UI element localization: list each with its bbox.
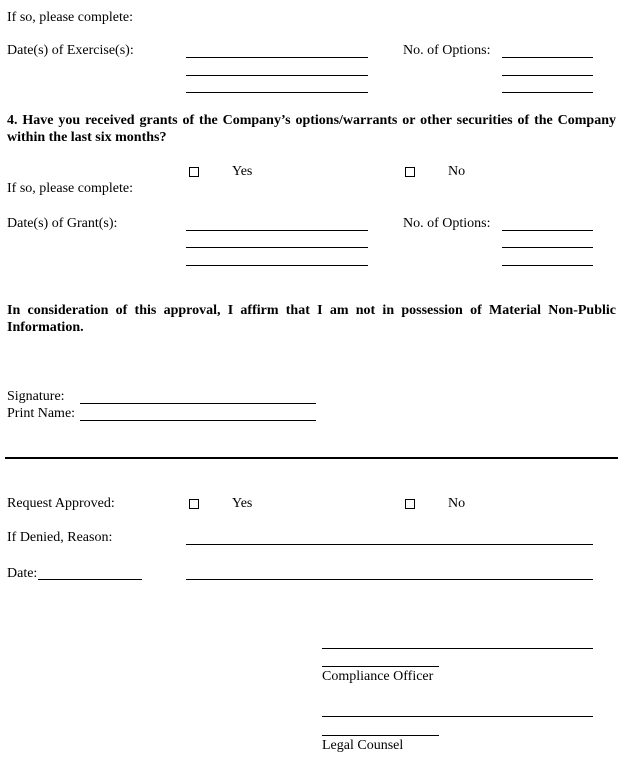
exercise-intro: If so, please complete: (7, 10, 133, 25)
exercise-options-label: No. of Options: (403, 43, 491, 58)
print-name-field[interactable] (80, 420, 316, 421)
q4-no-label: No (448, 164, 466, 179)
approved-no-label: No (448, 496, 466, 511)
exercise-options-field-1[interactable] (502, 57, 593, 58)
compliance-signature-field[interactable] (322, 648, 593, 649)
affirmation-text: In consideration of this approval, I affirm that I am not in possession of Material Non-Public Information. (7, 303, 616, 335)
legal-short-line (322, 735, 439, 736)
compliance-officer-label: Compliance Officer (322, 669, 434, 684)
approved-yes-label: Yes (232, 496, 253, 511)
q4-yes-checkbox[interactable] (189, 167, 199, 177)
denied-reason-field[interactable] (186, 544, 593, 545)
exercise-dates-label: Date(s) of Exercise(s): (7, 43, 134, 58)
grant-date-field-2[interactable] (186, 247, 368, 248)
approved-yes-checkbox[interactable] (189, 499, 199, 509)
date-label: Date: (7, 566, 38, 581)
grant-options-field-1[interactable] (502, 230, 593, 231)
exercise-date-field-3[interactable] (186, 92, 368, 93)
question-4-text: 4. Have you received grants of the Company’s options/warrants or other securities of the Company within the last six months? (7, 113, 616, 145)
grant-date-field-1[interactable] (186, 230, 368, 231)
compliance-short-line (322, 666, 439, 667)
q4-yes-label: Yes (232, 164, 253, 179)
exercise-date-field-2[interactable] (186, 75, 368, 76)
grant-intro: If so, please complete: (7, 181, 133, 196)
exercise-date-field-1[interactable] (186, 57, 368, 58)
signature-field[interactable] (80, 403, 316, 404)
grant-options-field-2[interactable] (502, 247, 593, 248)
grant-options-label: No. of Options: (403, 216, 491, 231)
denied-reason-label: If Denied, Reason: (7, 530, 113, 545)
grant-options-field-3[interactable] (502, 265, 593, 266)
q4-no-checkbox[interactable] (405, 167, 415, 177)
signature-label: Signature: (7, 389, 65, 404)
print-name-label: Print Name: (7, 406, 76, 421)
legal-counsel-label: Legal Counsel (322, 738, 404, 753)
date-field[interactable] (38, 579, 142, 580)
request-approved-label: Request Approved: (7, 496, 115, 511)
legal-signature-field[interactable] (322, 716, 593, 717)
approved-no-checkbox[interactable] (405, 499, 415, 509)
exercise-options-field-2[interactable] (502, 75, 593, 76)
date-extra-field[interactable] (186, 579, 593, 580)
exercise-options-field-3[interactable] (502, 92, 593, 93)
grant-date-field-3[interactable] (186, 265, 368, 266)
section-divider (5, 457, 618, 459)
grant-dates-label: Date(s) of Grant(s): (7, 216, 118, 231)
